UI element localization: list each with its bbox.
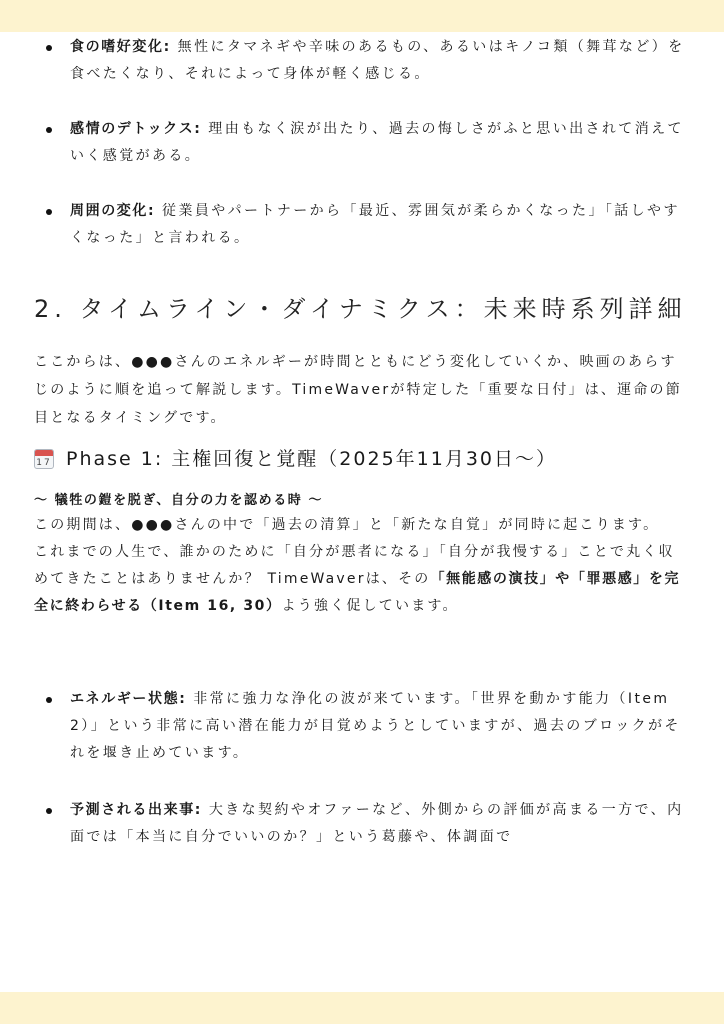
intro-paragraph: ここからは、●●●さんのエネルギーが時間とともにどう変化していくか、映画のあらすじのように順を追って解説します。TimeWaverが特定した「重要な日付」は、運命の節目となるタイミングです。 [34, 354, 682, 426]
calendar-icon: 17 [34, 449, 54, 469]
phase-title: Phase 1: 主権回復と覚醒（2025年11月30日〜） [66, 448, 558, 470]
bullet-label: エネルギー状態: [70, 691, 187, 707]
top-band [0, 0, 724, 32]
bullet-label: 食の嗜好変化: [70, 39, 171, 55]
bullet-emotional-detox [42, 116, 690, 170]
phase-heading [34, 442, 690, 476]
bullet-label: 予測される出来事: [70, 802, 202, 818]
para-text: よう強く促しています。 [281, 598, 459, 614]
bullet-label: 周囲の変化: [70, 203, 156, 219]
phase-paragraph-2 [34, 539, 690, 620]
section-heading: 2. タイムライン・ダイナミクス：未来時系列詳細 [34, 295, 687, 323]
bullet-energy-state [42, 686, 690, 767]
para-emphasis: 「無能感の演技」や「罪悪感」を完全に終わらせる（Item 16, 30） [34, 571, 681, 614]
phase-paragraph-1: この期間は、●●●さんの中で「過去の清算」と「新たな自覚」が同時に起こります。 [34, 517, 660, 533]
bullet-text: 従業員やパートナーから「最近、雰囲気が柔らかくなった」「話しやすくなった」と言われる。 [70, 203, 680, 246]
para-text: これまでの人生で、誰かのために「自分が悪者になる」「自分が我慢する」ことで丸く収めてきたことはありませんか？ TimeWaverは、その [34, 544, 675, 587]
bottom-band [0, 992, 724, 1024]
bullet-text: 大きな契約やオファーなど、外側からの評価が高まる一方で、内面では「本当に自分でいいのか？」という葛藤や、体調面で [70, 802, 684, 845]
phase-subtitle: 〜 犠牲の鎧を脱ぎ、自分の力を認める時 〜 [34, 493, 324, 508]
bullet-predicted-events [42, 797, 690, 851]
bullet-label: 感情のデトックス: [70, 121, 202, 137]
bullet-text: 理由もなく涙が出たり、過去の悔しさがふと思い出されて消えていく感覚がある。 [70, 121, 684, 164]
document-body [34, 34, 690, 851]
bullet-text: 非常に強力な浄化の波が来ています。「世界を動かす能力（Item 2）」という非常に高い潜在能力が目覚めようとしていますが、過去のブロックがそれを堰き止めています。 [70, 691, 681, 761]
bullet-food-preference [42, 34, 690, 88]
bullet-surroundings-change [42, 198, 690, 252]
bullet-text: 無性にタマネギや辛味のあるもの、あるいはキノコ類（舞茸など）を食べたくなり、それによって身体が軽く感じる。 [70, 39, 685, 82]
